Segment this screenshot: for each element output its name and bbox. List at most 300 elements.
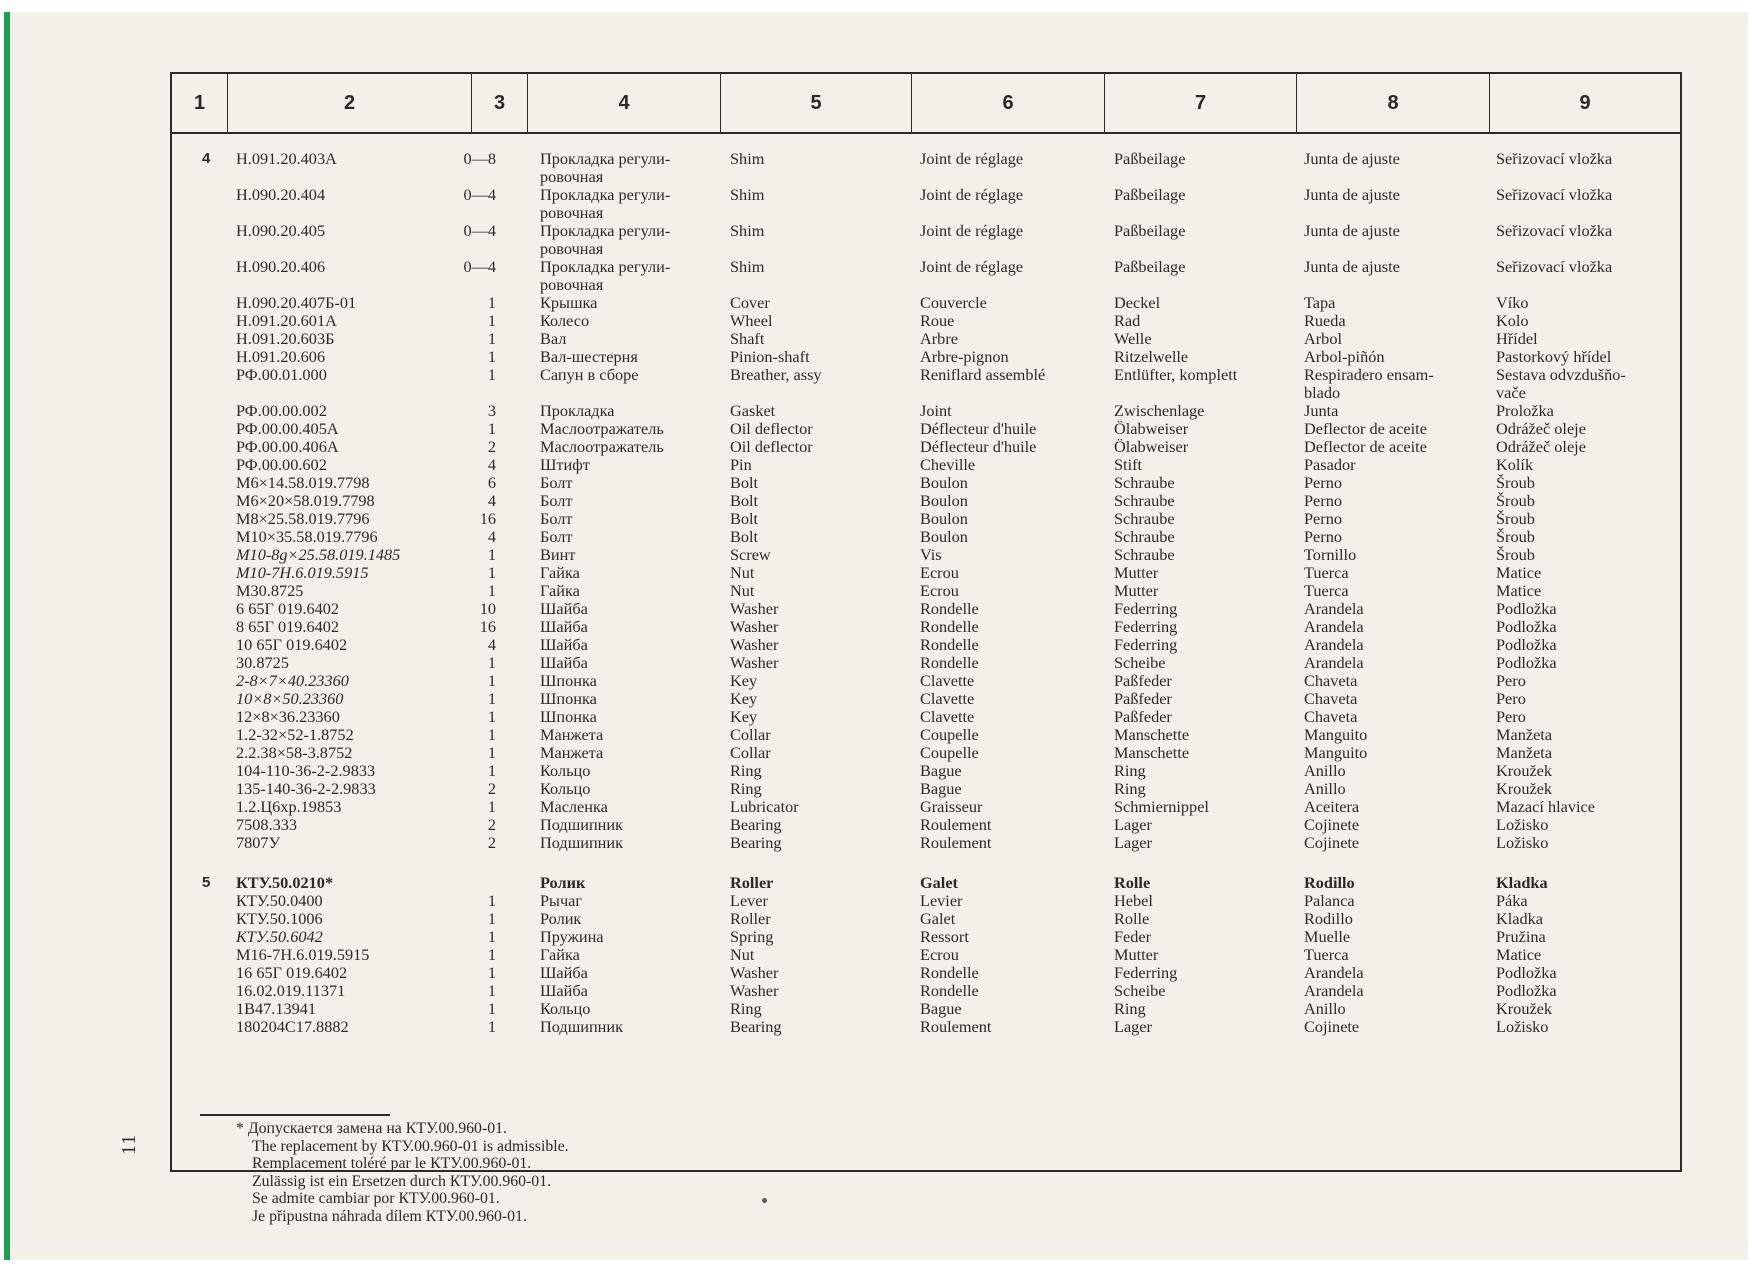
cell-col-8: Junta de ajuste	[1304, 257, 1400, 276]
cell-col-6: Déflecteur d'huile	[920, 437, 1037, 456]
cell-col-9: Sestava odvzdušňo- vače	[1496, 365, 1626, 402]
cell-col-6: Coupelle	[920, 725, 979, 744]
cell-col-4: Винт	[540, 545, 576, 564]
cell-col-5: Bolt	[730, 509, 759, 528]
cell-col-7: Paßfeder	[1114, 707, 1172, 726]
cell-col-2: Н.090.20.406	[236, 257, 326, 276]
cell-col-7: Paßbeilage	[1114, 257, 1186, 276]
cell-col-5: Key	[730, 707, 758, 726]
cell-col-8: Deflector de aceite	[1304, 437, 1427, 456]
cell-col-5: Washer	[730, 963, 779, 982]
cell-col-3: 1	[487, 347, 496, 366]
cell-col-9: Kroužek	[1496, 779, 1553, 798]
cell-col-9: Podložka	[1496, 981, 1557, 1000]
cell-col-6: Roulement	[920, 815, 992, 834]
cell-col-8: Rodillo	[1304, 909, 1353, 928]
cell-col-8: Anillo	[1304, 779, 1346, 798]
cell-col-5: Spring	[730, 927, 774, 946]
cell-col-6: Levier	[920, 891, 963, 910]
cell-col-5: Washer	[730, 617, 779, 636]
table-header	[172, 74, 1680, 134]
cell-col-6: Couvercle	[920, 293, 987, 312]
cell-col-6: Clavette	[920, 689, 975, 708]
cell-col-6: Coupelle	[920, 743, 979, 762]
cell-col-7: Schraube	[1114, 545, 1175, 564]
cell-col-3: 1	[487, 293, 496, 312]
footnote-line: Remplacement toléré par le КТУ.00.960-01.	[252, 1155, 532, 1172]
cell-col-8: Chaveta	[1304, 689, 1358, 708]
cell-col-4: Гайка	[540, 563, 580, 582]
cell-col-4: Шайба	[540, 635, 588, 654]
cell-col-2: 180204С17.8882	[236, 1017, 349, 1036]
cell-col-2: М6×20×58.019.7798	[236, 491, 375, 510]
cell-col-4: Крышка	[540, 293, 598, 312]
cell-col-7: Rad	[1114, 311, 1141, 330]
cell-col-4: Манжета	[540, 725, 604, 744]
cell-col-9: Pero	[1496, 707, 1526, 726]
cell-col-2: РФ.00.00.002	[236, 401, 327, 420]
cell-col-3: 1	[487, 909, 496, 928]
cell-col-7: Schmiernippel	[1114, 797, 1209, 816]
cell-col-8: Respiradero ensam- blado	[1304, 365, 1434, 402]
cell-col-6: Ressort	[920, 927, 969, 946]
cell-col-6: Joint de réglage	[920, 149, 1024, 168]
cell-col-3: 1	[487, 311, 496, 330]
cell-col-3: 10	[479, 599, 496, 618]
cell-col-2: РФ.00.00.406А	[236, 437, 339, 456]
cell-col-7: Paßbeilage	[1114, 149, 1186, 168]
cell-col-7: Ring	[1114, 999, 1146, 1018]
cell-col-6: Ecrou	[920, 563, 959, 582]
cell-col-8: Manguito	[1304, 725, 1368, 744]
cell-col-2: КТУ.50.0210*	[236, 873, 334, 892]
cell-col-5: Key	[730, 671, 758, 690]
cell-col-4: Сапун в сборе	[540, 365, 639, 384]
cell-col-7: Schraube	[1114, 527, 1175, 546]
cell-col-6: Bague	[920, 999, 962, 1018]
cell-col-4: Прокладка регули- ровочная	[540, 221, 671, 258]
cell-col-3: 4	[487, 635, 496, 654]
cell-col-9: Podložka	[1496, 599, 1557, 618]
cell-col-3: 4	[487, 491, 496, 510]
cell-col-4: Ролик	[540, 873, 586, 892]
cell-col-6: Roue	[920, 311, 955, 330]
cell-col-7: Welle	[1114, 329, 1152, 348]
cell-col-3: 6	[487, 473, 496, 492]
cell-col-9: Kladka	[1496, 873, 1548, 892]
cell-col-5: Bearing	[730, 833, 782, 852]
cell-col-2: 135-140-36-2-2.9833	[236, 779, 376, 798]
cell-col-9: Kladka	[1496, 909, 1544, 928]
cell-col-5: Shim	[730, 185, 765, 204]
cell-col-6: Boulon	[920, 527, 968, 546]
cell-col-9: Šroub	[1496, 545, 1535, 564]
cell-col-2: 10×8×50.23360	[236, 689, 344, 708]
cell-col-4: Гайка	[540, 945, 580, 964]
cell-col-2: РФ.00.00.405А	[236, 419, 339, 438]
cell-col-8: Tuerca	[1304, 581, 1349, 600]
cell-col-8: Perno	[1304, 491, 1342, 510]
cell-col-9: Páka	[1496, 891, 1528, 910]
cell-col-6: Roulement	[920, 833, 992, 852]
cell-col-5: Shaft	[730, 329, 765, 348]
cell-col-4: Манжета	[540, 743, 604, 762]
cell-col-7: Rolle	[1114, 909, 1150, 928]
cell-col-7: Mutter	[1114, 563, 1159, 582]
cell-col-8: Perno	[1304, 509, 1342, 528]
cell-col-2: 16 65Г 019.6402	[236, 963, 348, 982]
cell-col-6: Rondelle	[920, 617, 979, 636]
cell-col-5: Bearing	[730, 815, 782, 834]
cell-col-2: М10×35.58.019.7796	[236, 527, 378, 546]
cell-col-9: Šroub	[1496, 509, 1535, 528]
cell-col-4: Шпонка	[540, 689, 597, 708]
cell-col-5: Lubricator	[730, 797, 799, 816]
cell-col-3: 3	[487, 401, 496, 420]
cell-col-3: 1	[487, 689, 496, 708]
cell-col-2: М16-7Н.6.019.5915	[236, 945, 370, 964]
cell-col-8: Tuerca	[1304, 945, 1349, 964]
cell-col-6: Boulon	[920, 473, 968, 492]
cell-col-5: Roller	[730, 909, 771, 928]
header-col-4: 4	[528, 74, 721, 132]
cell-col-3: 0—4	[463, 185, 496, 204]
cell-col-6: Clavette	[920, 671, 975, 690]
cell-col-5: Bolt	[730, 473, 759, 492]
cell-col-2: Н.091.20.403А	[236, 149, 337, 168]
cell-col-2: КТУ.50.1006	[236, 909, 323, 928]
cell-col-6: Ecrou	[920, 581, 959, 600]
cell-col-3: 0—4	[463, 257, 496, 276]
cell-col-3: 1	[487, 671, 496, 690]
cell-col-4: Шайба	[540, 981, 588, 1000]
cell-col-9: Pero	[1496, 689, 1526, 708]
cell-col-2: 30.8725	[236, 653, 289, 672]
cell-col-3: 1	[487, 545, 496, 564]
footnote-line: Se admite cambiar por КТУ.00.960-01.	[252, 1190, 500, 1207]
cell-col-7: Scheibe	[1114, 653, 1166, 672]
cell-col-7: Deckel	[1114, 293, 1161, 312]
cell-col-2: М10-8g×25.58.019.1485	[236, 545, 401, 564]
cell-col-3: 0—4	[463, 221, 496, 240]
cell-col-8: Manguito	[1304, 743, 1368, 762]
cell-col-9: Ložisko	[1496, 833, 1549, 852]
cell-col-8: Arandela	[1304, 617, 1364, 636]
cell-col-5: Washer	[730, 599, 779, 618]
cell-col-8: Chaveta	[1304, 671, 1358, 690]
cell-col-2: Н.091.20.606	[236, 347, 326, 366]
cell-col-5: Bearing	[730, 1017, 782, 1036]
cell-col-8: Junta de ajuste	[1304, 185, 1400, 204]
header-col-7: 7	[1105, 74, 1297, 132]
cell-col-8: Anillo	[1304, 999, 1346, 1018]
cell-col-6: Arbre	[920, 329, 958, 348]
cell-col-4: Шпонка	[540, 671, 597, 690]
header-col-5: 5	[721, 74, 912, 132]
cell-col-4: Шайба	[540, 599, 588, 618]
cell-col-5: Nut	[730, 563, 755, 582]
cell-col-2: Н.090.20.404	[236, 185, 326, 204]
table-body	[172, 134, 1680, 1225]
cell-col-7: Schraube	[1114, 473, 1175, 492]
cell-col-7: Manschette	[1114, 725, 1190, 744]
cell-col-9: Odrážeč oleje	[1496, 437, 1586, 456]
cell-col-3: 0—8	[463, 149, 496, 168]
header-col-8: 8	[1297, 74, 1490, 132]
cell-col-4: Шпонка	[540, 707, 597, 726]
cell-col-2: 2.2.38×58-3.8752	[236, 743, 353, 762]
cell-col-4: Прокладка регули- ровочная	[540, 185, 671, 222]
cell-col-8: Junta	[1304, 401, 1339, 420]
cell-col-8: Junta de ajuste	[1304, 149, 1400, 168]
cell-col-8: Arandela	[1304, 963, 1364, 982]
header-col-2: 2	[228, 74, 472, 132]
cell-col-2: 1.2-32×52-1.8752	[236, 725, 354, 744]
cell-col-8: Rueda	[1304, 311, 1346, 330]
cell-col-4: Кольцо	[540, 779, 591, 798]
cell-col-5: Pinion-shaft	[730, 347, 810, 366]
cell-col-2: РФ.00.01.000	[236, 365, 327, 384]
cell-col-7: Ölabweiser	[1114, 437, 1189, 456]
cell-col-4: Штифт	[540, 455, 590, 474]
cell-col-2: 16.02.019.11371	[236, 981, 346, 1000]
cell-col-2: 10 65Г 019.6402	[236, 635, 348, 654]
cell-col-6: Joint	[920, 401, 952, 420]
cell-col-4: Подшипник	[540, 833, 624, 852]
cell-col-8: Cojinete	[1304, 1017, 1360, 1036]
cell-col-2: 104-110-36-2-2.9833	[236, 761, 376, 780]
cell-col-5: Roller	[730, 873, 774, 892]
cell-col-5: Collar	[730, 743, 771, 762]
cell-col-9: Proložka	[1496, 401, 1554, 420]
cell-col-6: Rondelle	[920, 653, 979, 672]
cell-col-9: Matice	[1496, 945, 1542, 964]
cell-col-9: Šroub	[1496, 473, 1535, 492]
cell-col-6: Vis	[920, 545, 942, 564]
cell-col-8: Arandela	[1304, 653, 1364, 672]
cell-col-2: КТУ.50.6042	[236, 927, 323, 946]
print-dot	[762, 1198, 767, 1203]
cell-col-7: Paßbeilage	[1114, 221, 1186, 240]
cell-col-8: Pasador	[1304, 455, 1356, 474]
cell-col-9: Podložka	[1496, 653, 1557, 672]
cell-col-2: 1В47.13941	[236, 999, 317, 1018]
cell-col-5: Oil deflector	[730, 437, 813, 456]
cell-col-4: Болт	[540, 473, 573, 492]
cell-col-8: Cojinete	[1304, 833, 1360, 852]
cell-col-5: Ring	[730, 999, 762, 1018]
cell-col-5: Screw	[730, 545, 771, 564]
cell-col-3: 1	[487, 419, 496, 438]
cell-col-4: Болт	[540, 527, 573, 546]
cell-col-6: Boulon	[920, 509, 968, 528]
cell-col-3: 1	[487, 581, 496, 600]
cell-col-8: Chaveta	[1304, 707, 1358, 726]
cell-col-7: Schraube	[1114, 509, 1175, 528]
cell-col-4: Пружина	[540, 927, 604, 946]
footnote-line: Je připustna náhrada dílem КТУ.00.960-01.	[252, 1207, 527, 1225]
cell-col-6: Bague	[920, 779, 962, 798]
cell-col-9: Kolo	[1496, 311, 1529, 330]
cell-col-4: Шайба	[540, 963, 588, 982]
cell-col-4: Маслоотражатель	[540, 437, 664, 456]
cell-col-6: Boulon	[920, 491, 968, 510]
cell-col-6: Bague	[920, 761, 962, 780]
header-col-3: 3	[472, 74, 528, 132]
cell-col-7: Entlüfter, komplett	[1114, 365, 1238, 384]
cell-col-4: Подшипник	[540, 815, 624, 834]
cell-col-3: 1	[487, 761, 496, 780]
cell-col-7: Federring	[1114, 635, 1178, 654]
cell-col-9: Pero	[1496, 671, 1526, 690]
cell-col-6: Graisseur	[920, 797, 983, 816]
cell-col-7: Mutter	[1114, 945, 1159, 964]
cell-col-8: Arbol-piñón	[1304, 347, 1385, 366]
cell-col-3: 1	[487, 963, 496, 982]
cell-col-9: Víko	[1496, 293, 1529, 312]
cell-col-3: 1	[487, 365, 496, 384]
cell-col-8: Rodillo	[1304, 873, 1355, 892]
cell-col-3: 2	[487, 815, 496, 834]
cell-col-8: Deflector de aceite	[1304, 419, 1427, 438]
cell-col-6: Rondelle	[920, 981, 979, 1000]
cell-col-3: 4	[487, 527, 496, 546]
cell-col-3: 1	[487, 1017, 496, 1036]
cell-col-6: Joint de réglage	[920, 185, 1024, 204]
cell-col-5: Cover	[730, 293, 770, 312]
cell-col-9: Manžeta	[1496, 725, 1553, 744]
cell-col-2: Н.090.20.407Б-01	[236, 293, 357, 312]
cell-col-9: Šroub	[1496, 491, 1535, 510]
cell-col-2: Н.091.20.603Б	[236, 329, 335, 348]
cell-col-4: Шайба	[540, 653, 588, 672]
cell-col-4: Масленка	[540, 797, 608, 816]
cell-col-5: Oil deflector	[730, 419, 813, 438]
cell-col-6: Cheville	[920, 455, 976, 474]
cell-col-5: Shim	[730, 149, 765, 168]
parts-table	[170, 72, 1682, 1225]
cell-col-9: Podložka	[1496, 635, 1557, 654]
cell-col-9: Manžeta	[1496, 743, 1553, 762]
cell-col-7: Lager	[1114, 1017, 1152, 1036]
cell-col-6: Rondelle	[920, 599, 979, 618]
cell-col-8: Tuerca	[1304, 563, 1349, 582]
cell-col-4: Прокладка регули- ровочная	[540, 257, 671, 294]
cell-col-9: Pastorkový hřídel	[1496, 347, 1612, 366]
cell-col-6: Galet	[920, 909, 956, 928]
cell-col-3: 1	[487, 927, 496, 946]
cell-col-2: 2-8×7×40.23360	[236, 671, 349, 690]
cell-col-7: Federring	[1114, 617, 1178, 636]
cell-col-5: Wheel	[730, 311, 773, 330]
cell-col-3: 16	[479, 509, 496, 528]
cell-col-6: Joint de réglage	[920, 221, 1024, 240]
cell-col-4: Вал	[540, 329, 567, 348]
footnote-rule	[200, 1114, 390, 1116]
cell-col-5: Collar	[730, 725, 771, 744]
cell-col-8: Tapa	[1304, 293, 1336, 312]
cell-col-7: Ring	[1114, 761, 1146, 780]
header-col-6: 6	[912, 74, 1105, 132]
cell-col-8: Arbol	[1304, 329, 1342, 348]
header-col-1: 1	[172, 74, 228, 132]
cell-col-7: Mutter	[1114, 581, 1159, 600]
cell-col-4: Шайба	[540, 617, 588, 636]
cell-col-7: Zwischenlage	[1114, 401, 1205, 420]
cell-col-9: Podložka	[1496, 963, 1557, 982]
cell-col-3: 1	[487, 329, 496, 348]
cell-col-2: Н.091.20.601А	[236, 311, 337, 330]
cell-col-8: Arandela	[1304, 599, 1364, 618]
cell-col-4: Болт	[540, 509, 573, 528]
cell-col-5: Washer	[730, 635, 779, 654]
footnote	[236, 1120, 569, 1225]
footnote-line: Zulässig ist ein Ersetzen durch КТУ.00.960-01.	[252, 1172, 552, 1190]
cell-col-7: Feder	[1114, 927, 1152, 946]
cell-col-7: Hebel	[1114, 891, 1153, 910]
cell-col-4: Прокладка регули- ровочная	[540, 149, 671, 186]
cell-col-5: Bolt	[730, 527, 759, 546]
cell-col-8: Arandela	[1304, 981, 1364, 1000]
cell-col-3: 1	[487, 981, 496, 1000]
cell-col-6: Rondelle	[920, 635, 979, 654]
cell-col-7: Federring	[1114, 963, 1178, 982]
cell-col-8: Muelle	[1304, 927, 1351, 946]
cell-col-1: 4	[202, 150, 211, 167]
cell-col-2: 8 65Г 019.6402	[236, 617, 340, 636]
cell-col-3: 1	[487, 797, 496, 816]
cell-col-6: Reniflard assemblé	[920, 365, 1046, 384]
cell-col-7: Scheibe	[1114, 981, 1166, 1000]
cell-col-8: Tornillo	[1304, 545, 1357, 564]
cell-col-8: Junta de ajuste	[1304, 221, 1400, 240]
cell-col-3: 1	[487, 891, 496, 910]
cell-col-9: Hřídel	[1496, 329, 1538, 348]
cell-col-9: Seřizovací vložka	[1496, 149, 1613, 168]
cell-col-7: Lager	[1114, 815, 1152, 834]
cell-col-3: 1	[487, 563, 496, 582]
cell-col-3: 4	[487, 455, 496, 474]
cell-col-9: Kroužek	[1496, 761, 1553, 780]
cell-col-8: Aceitera	[1304, 797, 1360, 816]
cell-col-4: Прокладка	[540, 401, 615, 420]
cell-col-5: Breather, assy	[730, 365, 822, 384]
cell-col-9: Podložka	[1496, 617, 1557, 636]
header-col-9: 9	[1579, 91, 1591, 114]
cell-col-7: Lager	[1114, 833, 1152, 852]
cell-col-6: Arbre-pignon	[920, 347, 1009, 366]
cell-col-2: 7508.333	[236, 815, 298, 834]
cell-col-4: Подшипник	[540, 1017, 624, 1036]
cell-col-7: Paßbeilage	[1114, 185, 1186, 204]
cell-col-6: Galet	[920, 873, 958, 892]
cell-col-7: Ölabweiser	[1114, 419, 1189, 438]
cell-col-8: Arandela	[1304, 635, 1364, 654]
cell-col-9: Mazací hlavice	[1496, 797, 1595, 816]
cell-col-5: Nut	[730, 945, 755, 964]
cell-col-5: Shim	[730, 257, 765, 276]
cell-col-6: Ecrou	[920, 945, 959, 964]
cell-col-9: Seřizovací vložka	[1496, 221, 1613, 240]
cell-col-9: Pružina	[1496, 927, 1546, 946]
cell-col-5: Pin	[730, 455, 752, 474]
cell-col-9: Matice	[1496, 581, 1542, 600]
cell-col-7: Federring	[1114, 599, 1178, 618]
cell-col-5: Bolt	[730, 491, 759, 510]
cell-col-2: Н.090.20.405	[236, 221, 326, 240]
page-edge	[4, 12, 10, 1260]
cell-col-4: Маслоотражатель	[540, 419, 664, 438]
